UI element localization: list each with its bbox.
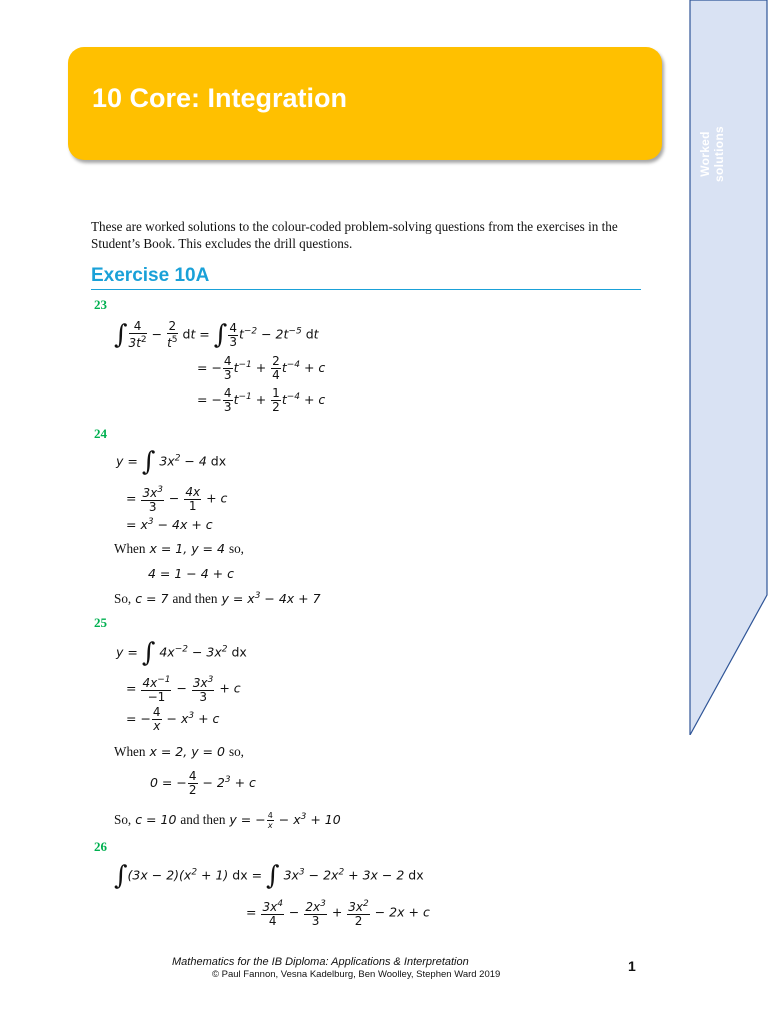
q24-line-1: y = ∫ $3x^2 - 4$ dx [116, 447, 227, 477]
q24-result: So, c = 7 and then $y = x^3 - 4x + 7$ [114, 591, 321, 607]
q24-condition: When x = 1, y = 4 so, [114, 541, 244, 556]
question-number-23: 23 [94, 297, 107, 312]
question-number-24: 24 [94, 426, 107, 441]
intro-paragraph: These are worked solutions to the colour-coded problem-solving questions from the exercises in the Student’s Book. This excludes the drill questions. [91, 219, 618, 251]
q23-line-2: = − $\frac{4}{3}$ $t^{-1}$ + $\frac{2}{4}$ $t^{-4} + c$ [197, 354, 326, 382]
q26-line-1: $\int(3x - 2)(x^2 + 1)$ dx = ∫ $3x^3 - 2x^2 + 3x - 2$ dx [114, 861, 424, 891]
question-number-25: 25 [94, 615, 107, 630]
q23-line-1: ∫ $\frac{4}{3t^2}$ − $\frac{2}{t^5}$ dt = ∫ $\frac{4}{3}$ $t^{-2} - 2t^{-5}$ dt [114, 319, 319, 350]
footer-copyright: © Paul Fannon, Vesna Kadelburg, Ben Woolley, Stephen Ward 2019 [212, 969, 501, 980]
q24-substitution: 4 = 1 − 4 + c [148, 566, 234, 581]
chapter-banner [68, 47, 662, 160]
question-number-26: 26 [94, 839, 107, 854]
q25-result: So, c = 10 and then y = − $\frac{4}{x}$ − $x^3 + 10$ [114, 811, 341, 830]
q24-line-2: = $\frac{3x^3}{3}$ − $\frac{4x}{1}$ + c [126, 484, 228, 514]
q25-line-3: = − $\frac{4}{x}$ − $x^3 + c$ [126, 705, 220, 733]
q25-condition: When x = 2, y = 0 so, [114, 744, 244, 759]
exercise-heading: Exercise 10A [91, 265, 641, 290]
q24-line-3: = $x^3 - 4x + c$ [126, 517, 213, 533]
q25-substitution: 0 = − $\frac{4}{2}$ − $2^3 + c$ [150, 769, 256, 797]
q26-line-2: = $\frac{3x^4}{4}$ − $\frac{2x^3}{3}$ + $\frac{3x^2}{2}$ − 2x + c [246, 899, 430, 928]
side-tab-panel [689, 0, 768, 735]
page-number: 1 [628, 958, 636, 974]
q25-line-2: = $\frac{4x^{-1}}{-1}$ − $\frac{3x^3}{3}$ + c [126, 675, 241, 704]
chapter-title: 10 Core: Integration [92, 83, 348, 113]
side-tab-label: Worked solutions [698, 125, 726, 183]
q23-line-3: = − $\frac{4}{3}$ $t^{-1}$ + $\frac{1}{2}$ $t^{-4} + c$ [197, 386, 326, 414]
q25-line-1: y = ∫ $4x^{-2} - 3x^2$ dx [116, 638, 247, 668]
footer-book-title: Mathematics for the IB Diploma: Applications & Interpretation [172, 956, 469, 968]
